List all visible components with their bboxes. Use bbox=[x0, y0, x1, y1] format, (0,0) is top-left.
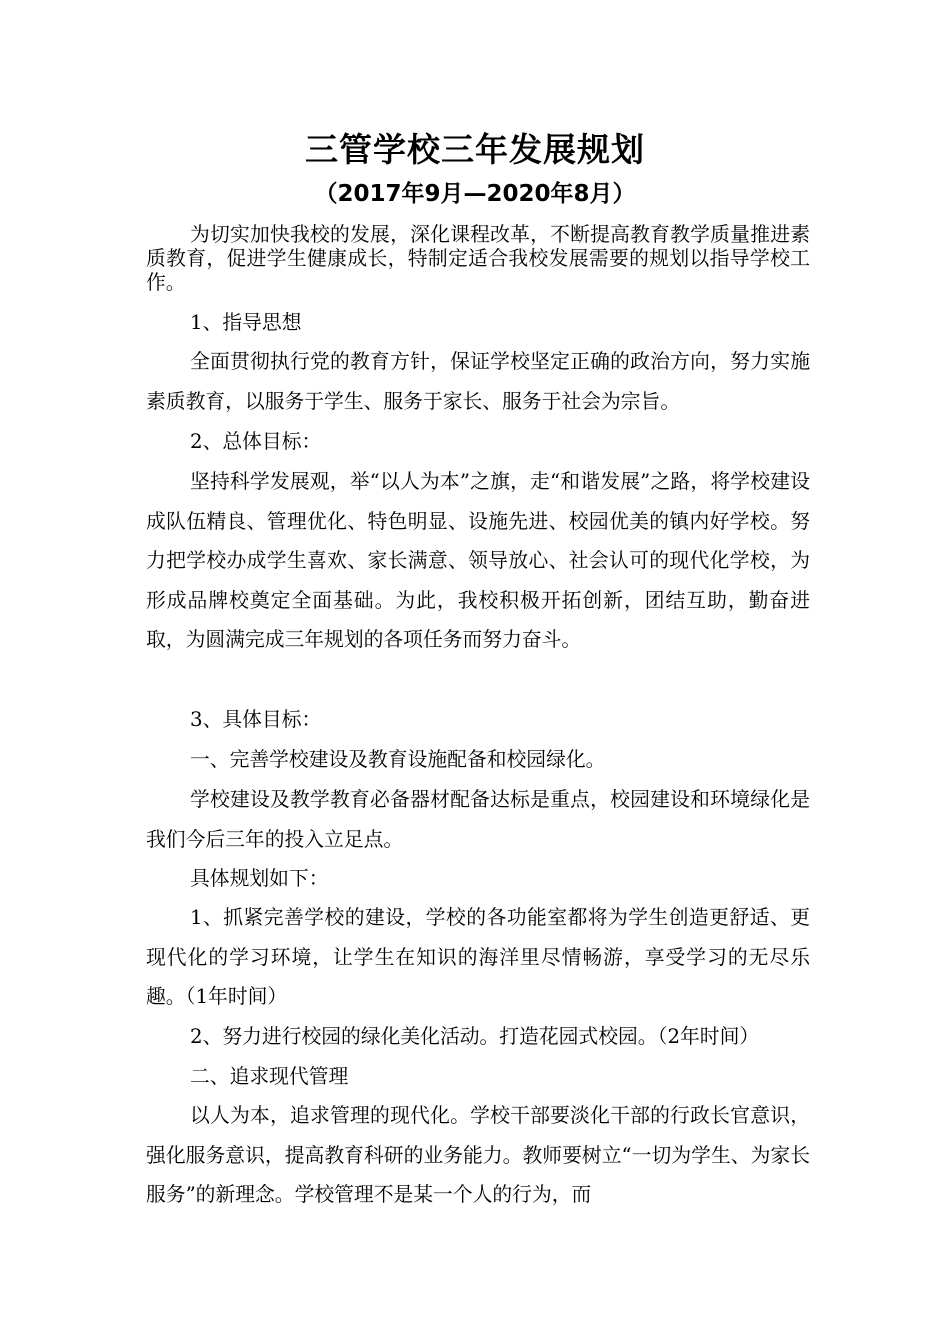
document-subtitle: （2017年9月—2020年8月） bbox=[314, 181, 636, 207]
plan-item-1: 1、抓紧完善学校的建设，学校的各功能室都将为学生创造更舒适、更现代化的学习环境，让学生在知识的海洋里尽情畅游，享受学习的无尽乐趣。（1年时间） bbox=[146, 906, 810, 1008]
paragraph-plan-intro: 具体规划如下： bbox=[190, 867, 329, 890]
subsection-heading-management: 二、追求现代管理 bbox=[190, 1065, 349, 1088]
paragraph-guiding-ideology: 全面贯彻执行党的教育方针，保证学校坚定正确的政治方向，努力实施素质教育，以服务于学生、服务于家长、服务于社会为宗旨。 bbox=[146, 350, 810, 413]
section-heading-overall-goals: 2、总体目标： bbox=[190, 430, 322, 453]
section-heading-specific-goals: 3、具体目标： bbox=[190, 708, 322, 731]
subsection-heading-facilities: 一、完善学校建设及教育设施配备和校园绿化。 bbox=[190, 748, 606, 771]
intro-paragraph: 为切实加快我校的发展，深化课程改革，不断提高教育教学质量推进素质教育，促进学生健康成长，特制定适合我校发展需要的规划以指导学校工作。 bbox=[146, 223, 810, 294]
document-title: 三管学校三年发展规划 bbox=[305, 130, 645, 169]
section-heading-guiding-ideology: 1、指导思想 bbox=[190, 311, 302, 334]
paragraph-management: 以人为本，追求管理的现代化。学校干部要淡化干部的行政长官意识，强化服务意识，提高教育科研的业务能力。教师要树立“一切为学生、为家长服务”的新理念。学校管理不是某一个人的行为，而 bbox=[146, 1104, 810, 1206]
paragraph-facilities: 学校建设及教学教育必备器材配备达标是重点，校园建设和环境绿化是我们今后三年的投入立足点。 bbox=[146, 788, 810, 851]
paragraph-overall-goals: 坚持科学发展观，举“以人为本”之旗，走“和谐发展”之路，将学校建设成队伍精良、管理优化、特色明显、设施先进、校园优美的镇内好学校。努力把学校办成学生喜欢、家长满意、领导放心、社会认可的现代化学校，为形成品牌校奠定全面基础。为此，我校积极开拓创新，团结互助，勤奋进取，为圆满完成三年规划的各项任务而努力奋斗。 bbox=[146, 470, 810, 651]
plan-item-2: 2、努力进行校园的绿化美化活动。打造花园式校园。（2年时间） bbox=[190, 1025, 760, 1048]
